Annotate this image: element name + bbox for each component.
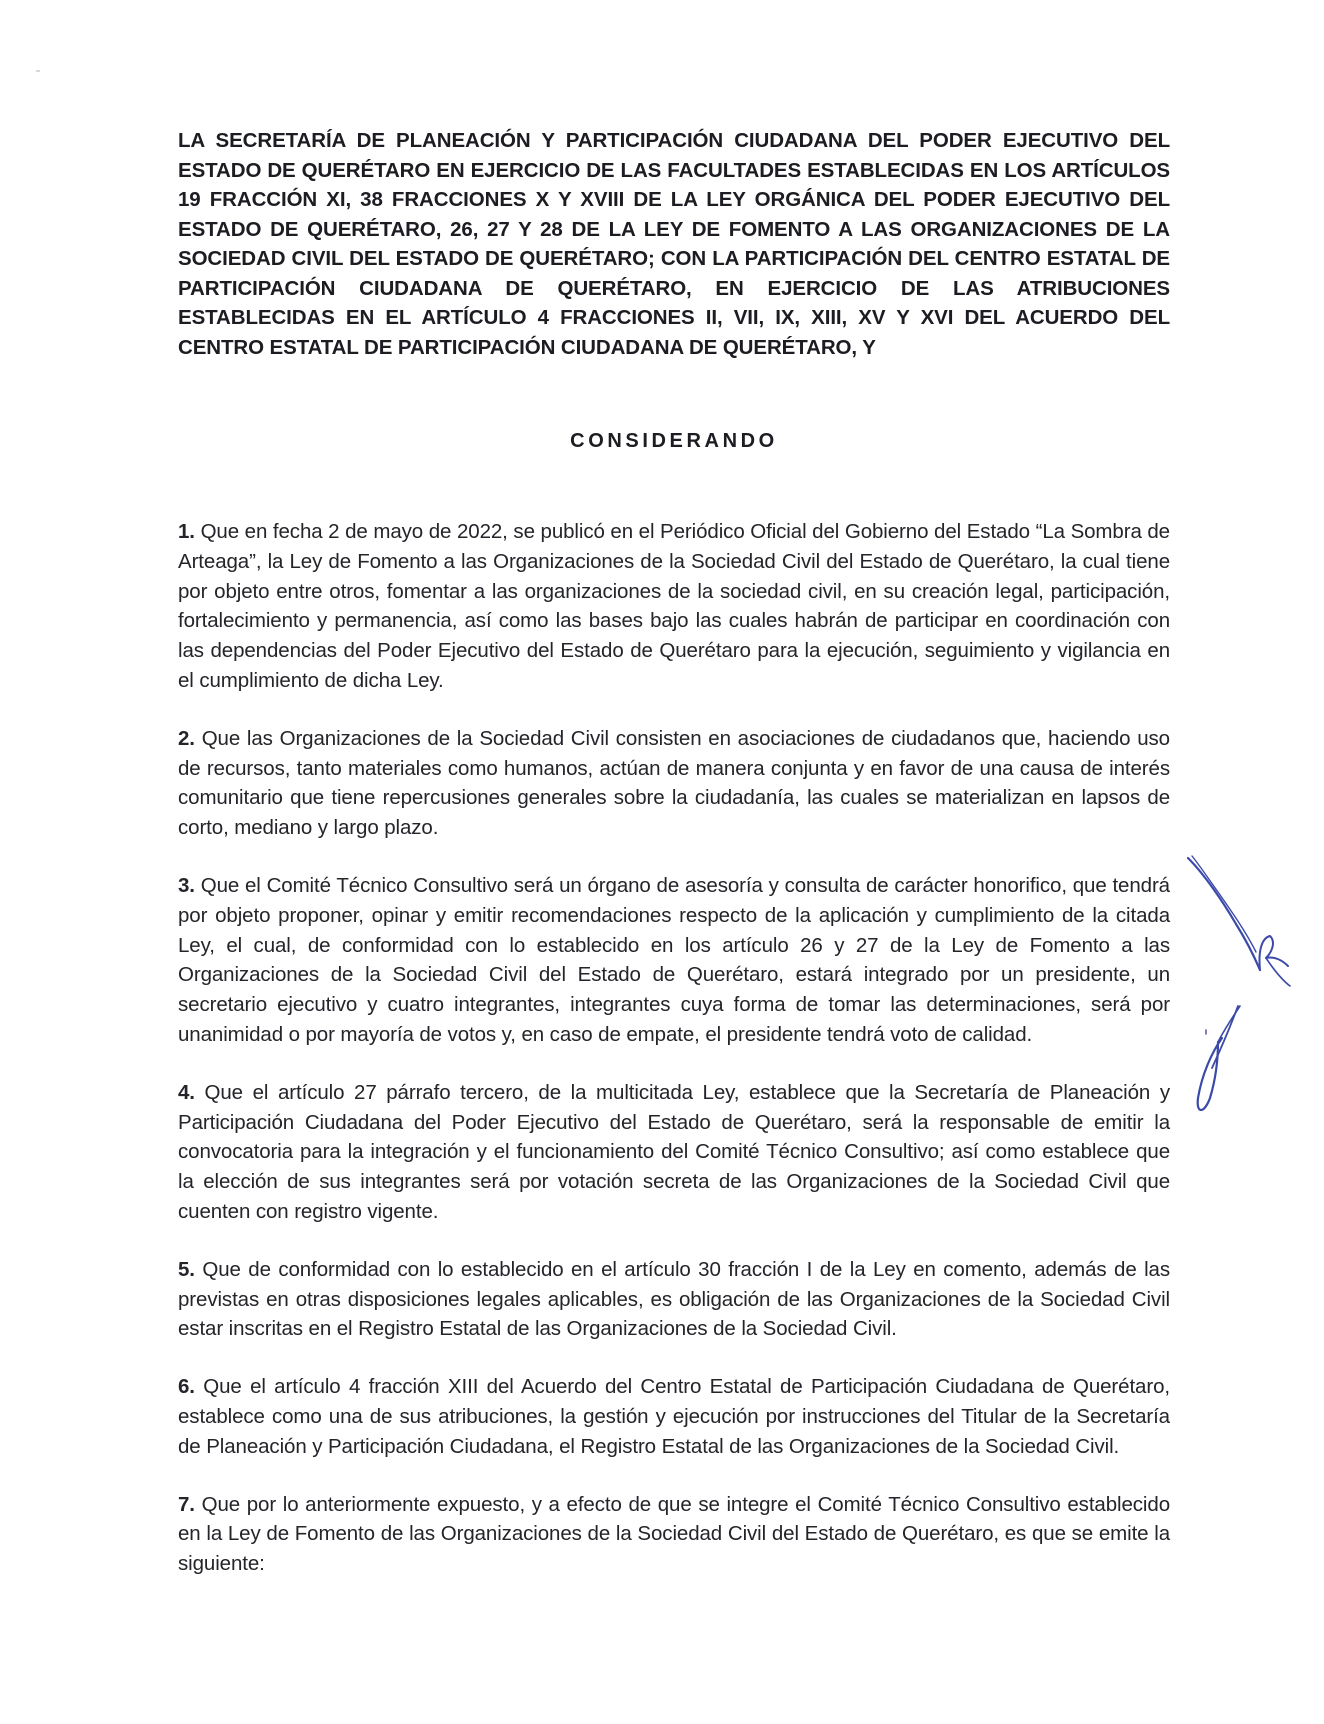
paragraph-number: 4.: [178, 1080, 195, 1104]
considerando-list: [178, 517, 1170, 1579]
paragraph-number: 6.: [178, 1375, 195, 1399]
scan-speck: [36, 70, 40, 72]
paragraph-text: Que el artículo 4 fracción XIII del Acuerdo del Centro Estatal de Participación Ciudadana de Querétaro, establece como una de sus atribuciones, la gestión y ejecución por instrucciones del Titular de la Secretaría de Planeación y Participación Ciudadana, el Registro Estatal de las Organizaciones de la Sociedad Civil.: [178, 1375, 1170, 1458]
signature-strokes: [1188, 856, 1290, 1110]
paragraph-text: Que en fecha 2 de mayo de 2022, se publicó en el Periódico Oficial del Gobierno del Estado “La Sombra de Arteaga”, la Ley de Fomento a las Organizaciones de la Sociedad Civil del Estado de Querétaro, la cual tiene por objeto entre otros, fomentar a las organizaciones de la sociedad civil, en su creación legal, participación, fortalecimiento y permanencia, así como las bases bajo las cuales habrán de participar en coordinación con las dependencias del Poder Ejecutivo del Estado de Querétaro para la ejecución, seguimiento y vigilancia en el cumplimiento de dicha Ley.: [178, 520, 1170, 692]
paragraph-number: 3.: [178, 873, 195, 897]
considerando-paragraph-6: [178, 1372, 1170, 1461]
handwritten-signature-initials: [1178, 852, 1298, 1142]
paragraph-text: Que las Organizaciones de la Sociedad Civil consisten en asociaciones de ciudadanos que, haciendo uso de recursos, tanto materiales como humanos, actúan de manera conjunta y en favor de una causa de interés comunitario que tiene repercusiones generales sobre la ciudadanía, las cuales se materializan en lapsos de corto, mediano y largo plazo.: [178, 726, 1170, 840]
considerando-paragraph-3: [178, 871, 1170, 1050]
paragraph-text: Que el artículo 27 párrafo tercero, de la multicitada Ley, establece que la Secretaría de Planeación y Participación Ciudadana del Poder Ejecutivo del Estado de Querétaro, será la responsable de emitir la convocatoria para la integración y el funcionamiento del Comité Técnico Consultivo; así como establece que la elección de sus integrantes será por votación secreta de las Organizaciones de la Sociedad Civil que cuenten con registro vigente.: [178, 1080, 1170, 1223]
document-intro: LA SECRETARÍA DE PLANEACIÓN Y PARTICIPACIÓN CIUDADANA DEL PODER EJECUTIVO DEL ESTADO DE QUERÉTARO EN EJERCICIO DE LAS FACULTADES ESTABLECIDAS EN LOS ARTÍCULOS 19 FRACCIÓN XI, 38 FRACCIONES X Y XVIII DE LA LEY ORGÁNICA DEL PODER EJECUTIVO DEL ESTADO DE QUERÉTARO, 26, 27 Y 28 DE LA LEY DE FOMENTO A LAS ORGANIZACIONES DE LA SOCIEDAD CIVIL DEL ESTADO DE QUERÉTARO; CON LA PARTICIPACIÓN DEL CENTRO ESTATAL DE PARTICIPACIÓN CIUDADANA DE QUERÉTARO, EN EJERCICIO DE LAS ATRIBUCIONES ESTABLECIDAS EN EL ARTÍCULO 4 FRACCIONES II, VII, IX, XIII, XV Y XVI DEL ACUERDO DEL CENTRO ESTATAL DE PARTICIPACIÓN CIUDADANA DE QUERÉTARO, Y: [178, 129, 1170, 359]
considerando-paragraph-2: [178, 724, 1170, 843]
paragraph-text: Que el Comité Técnico Consultivo será un órgano de asesoría y consulta de carácter honorifico, que tendrá por objeto proponer, opinar y emitir recomendaciones respecto de la aplicación y cumplimiento de la citada Ley, el cual, de conformidad con lo establecido en los artículo 26 y 27 de la Ley de Fomento a las Organizaciones de la Sociedad Civil del Estado de Querétaro, estará integrado por un presidente, un secretario ejecutivo y cuatro integrantes, integrantes cuya forma de tomar las determinaciones, será por unanimidad o por mayoría de votos y, en caso de empate, el presidente tendrá voto de calidad.: [178, 873, 1170, 1046]
paragraph-number: 5.: [178, 1257, 195, 1281]
paragraph-number: 2.: [178, 726, 195, 750]
paragraph-number: 1.: [178, 520, 195, 543]
paragraph-text: Que de conformidad con lo establecido en el artículo 30 fracción I de la Ley en comento, además de las previstas en otras disposiciones legales aplicables, es obligación de las Organizaciones de la Sociedad Civil estar inscritas en el Registro Estatal de las Organizaciones de la Sociedad Civil.: [178, 1257, 1170, 1341]
paragraph-text: Que por lo anteriormente expuesto, y a efecto de que se integre el Comité Técnico Consultivo establecido en la Ley de Fomento de las Organizaciones de la Sociedad Civil del Estado de Querétaro, es que se emite la siguiente:: [178, 1492, 1170, 1576]
document-body: [178, 126, 1170, 1607]
considerando-paragraph-4: [178, 1078, 1170, 1227]
paragraph-number: 7.: [178, 1492, 195, 1516]
considerando-paragraph-1: [178, 517, 1170, 696]
considerando-paragraph-7: [178, 1490, 1170, 1579]
considerando-paragraph-5: [178, 1255, 1170, 1344]
section-heading: CONSIDERANDO: [570, 430, 778, 452]
